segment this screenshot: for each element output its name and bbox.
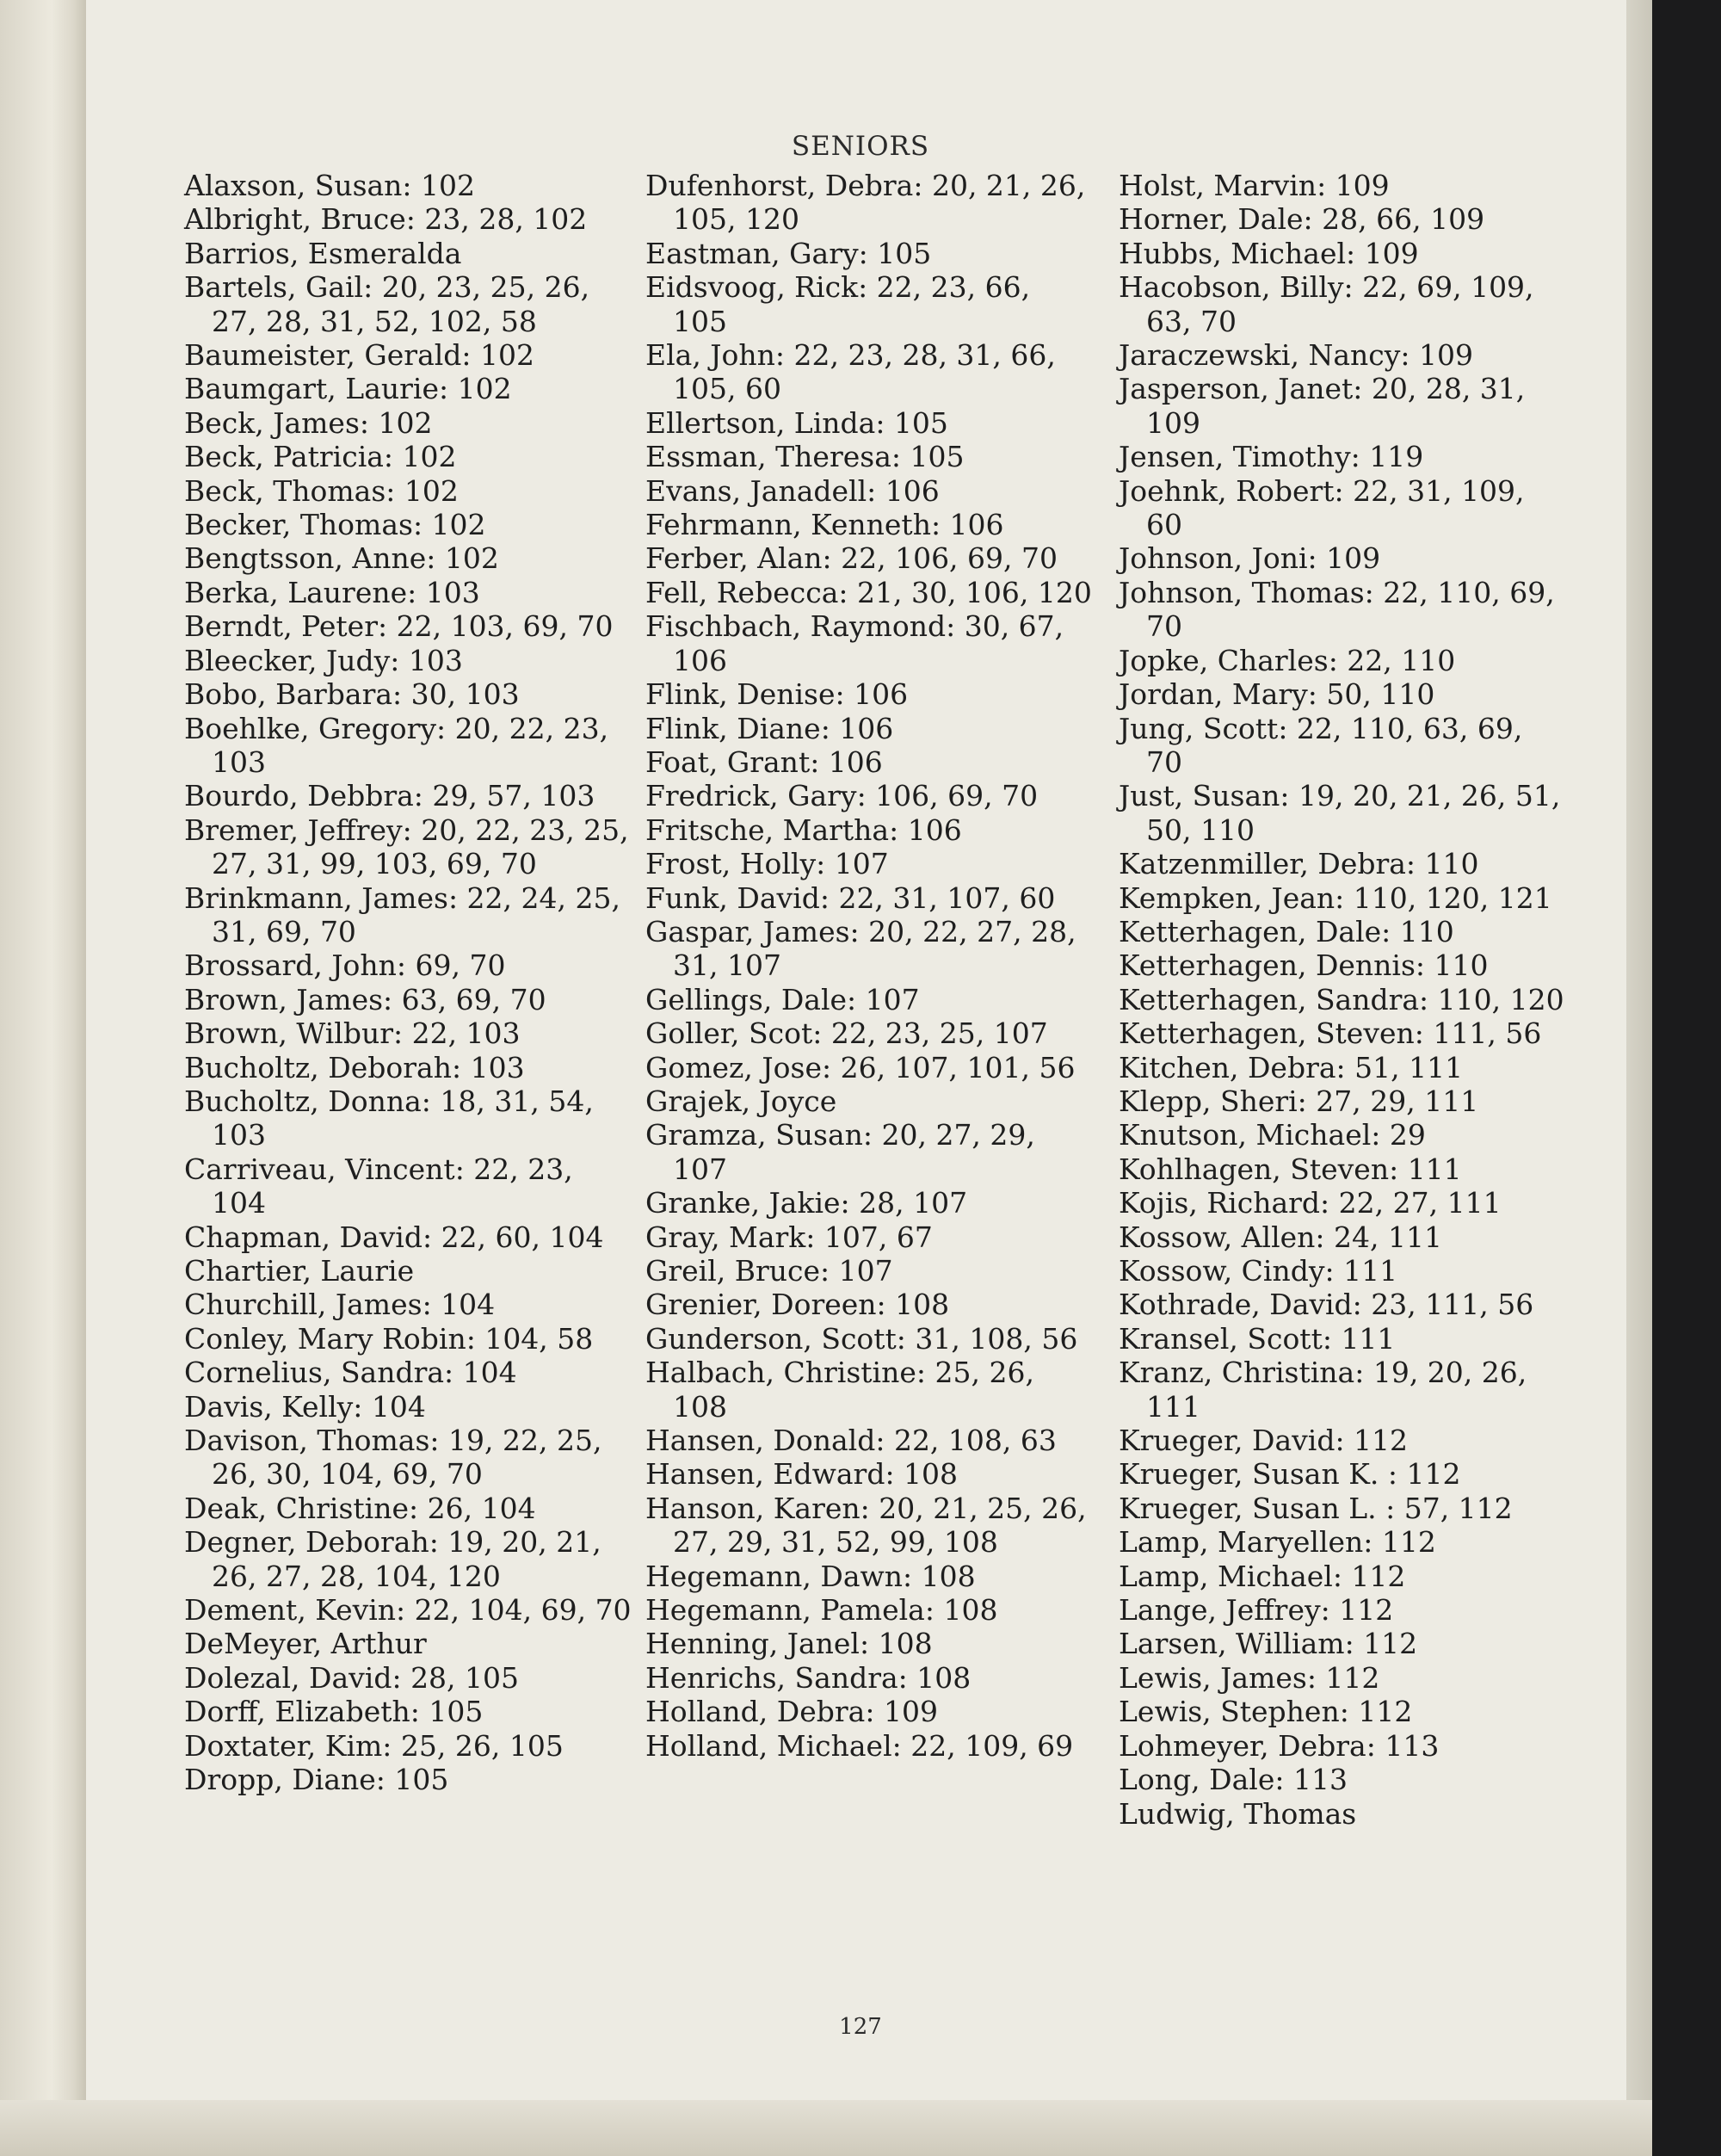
- index-entry: Bleecker, Judy: 103: [184, 643, 463, 677]
- index-entry: Long, Dale: 113: [1119, 1763, 1348, 1797]
- index-entry: Jung, Scott: 22, 110, 63, 69, 70: [1119, 711, 1523, 779]
- index-entry: Gramza, Susan: 20, 27, 29, 107: [645, 1118, 1035, 1186]
- index-entry: Katzenmiller, Debra: 110: [1119, 847, 1479, 881]
- index-entry: Baumeister, Gerald: 102: [184, 338, 535, 373]
- index-entry: Bremer, Jeffrey: 20, 22, 23, 25, 27, 31, 99, 103, 69, 70: [184, 812, 629, 881]
- index-entry: Kothrade, David: 23, 111, 56: [1119, 1288, 1534, 1322]
- index-entry: Kohlhagen, Steven: 111: [1119, 1152, 1462, 1186]
- page-number: 127: [839, 2014, 882, 2040]
- index-entry: Davis, Kelly: 104: [184, 1389, 426, 1424]
- index-entry: Goller, Scot: 22, 23, 25, 107: [645, 1016, 1048, 1051]
- index-entry: Foat, Grant: 106: [645, 744, 883, 779]
- index-entry: Granke, Jakie: 28, 107: [645, 1186, 968, 1220]
- index-entry: Albright, Bruce: 23, 28, 102: [184, 202, 588, 237]
- index-entry: Ferber, Alan: 22, 106, 69, 70: [645, 541, 1058, 576]
- index-entry: Just, Susan: 19, 20, 21, 26, 51, 50, 110: [1119, 779, 1561, 847]
- index-entry: Chartier, Laurie: [184, 1254, 415, 1288]
- index-entry: Flink, Diane: 106: [645, 711, 894, 745]
- index-entry: Conley, Mary Robin: 104, 58: [184, 1321, 594, 1356]
- index-entry: Bengtsson, Anne: 102: [184, 541, 499, 576]
- index-entry: Joehnk, Robert: 22, 31, 109, 60: [1119, 473, 1525, 542]
- index-entry: Carriveau, Vincent: 22, 23, 104: [184, 1152, 573, 1220]
- book-gutter: [0, 0, 86, 2156]
- index-entry: Frost, Holly: 107: [645, 847, 889, 881]
- index-entry: Henning, Janel: 108: [645, 1627, 933, 1661]
- index-entry: Boehlke, Gregory: 20, 22, 23, 103: [184, 711, 609, 779]
- index-entry: Flink, Denise: 106: [645, 677, 909, 712]
- index-entry: Becker, Thomas: 102: [184, 508, 486, 542]
- index-entry: Beck, James: 102: [184, 405, 433, 440]
- index-entry: Ketterhagen, Steven: 111, 56: [1119, 1016, 1542, 1051]
- index-entry: Fischbach, Raymond: 30, 67, 106: [645, 609, 1064, 677]
- index-entry: Kossow, Allen: 24, 111: [1119, 1220, 1442, 1254]
- index-entry: Gellings, Dale: 107: [645, 982, 920, 1016]
- index-entry: Grenier, Doreen: 108: [645, 1288, 950, 1322]
- index-entry: Kranz, Christina: 19, 20, 26, 111: [1119, 1356, 1527, 1424]
- index-column-3: [1119, 169, 1566, 1831]
- index-entry: Hansen, Edward: 108: [645, 1457, 959, 1492]
- index-entry: Knutson, Michael: 29: [1119, 1118, 1426, 1152]
- index-entry: Bourdo, Debbra: 29, 57, 103: [184, 779, 595, 813]
- index-entry: Hansen, Donald: 22, 108, 63: [645, 1424, 1057, 1458]
- index-entry: Brinkmann, James: 22, 24, 25, 31, 69, 70: [184, 880, 620, 948]
- index-entry: Henrichs, Sandra: 108: [645, 1660, 972, 1695]
- index-entry: Baumgart, Laurie: 102: [184, 372, 512, 406]
- index-column-2: [645, 169, 1093, 1763]
- index-entry: Funk, David: 22, 31, 107, 60: [645, 880, 1056, 915]
- index-entry: Klepp, Sheri: 27, 29, 111: [1119, 1084, 1479, 1118]
- index-entry: Krueger, Susan L. : 57, 112: [1119, 1491, 1513, 1525]
- index-entry: Grajek, Joyce: [645, 1084, 837, 1118]
- index-entry: Lamp, Maryellen: 112: [1119, 1525, 1436, 1560]
- index-entry: Alaxson, Susan: 102: [184, 169, 476, 202]
- index-entry: Kitchen, Debra: 51, 111: [1119, 1050, 1464, 1084]
- index-entry: Deak, Christine: 26, 104: [184, 1491, 536, 1525]
- index-entry: Barrios, Esmeralda: [184, 236, 462, 270]
- index-entry: Brossard, John: 69, 70: [184, 948, 506, 983]
- index-entry: Jordan, Mary: 50, 110: [1119, 677, 1435, 712]
- index-entry: Jasperson, Janet: 20, 28, 31, 109: [1119, 372, 1526, 440]
- index-entry: Dorff, Elizabeth: 105: [184, 1695, 484, 1729]
- index-entry: Ela, John: 22, 23, 28, 31, 66, 105, 60: [645, 338, 1056, 406]
- index-entry: Bucholtz, Deborah: 103: [184, 1050, 525, 1084]
- index-entry: Gaspar, James: 20, 22, 27, 28, 31, 107: [645, 914, 1076, 983]
- index-entry: Ludwig, Thomas: [1119, 1796, 1357, 1831]
- index-entry: Gray, Mark: 107, 67: [645, 1220, 933, 1254]
- index-entry: Eastman, Gary: 105: [645, 236, 932, 270]
- section-title: SENIORS: [791, 131, 930, 162]
- index-entry: Krueger, David: 112: [1119, 1424, 1409, 1458]
- index-entry: Horner, Dale: 28, 66, 109: [1119, 202, 1485, 237]
- index-entry: Holland, Debra: 109: [645, 1695, 938, 1729]
- index-entry: Cornelius, Sandra: 104: [184, 1356, 517, 1390]
- index-entry: Brown, James: 63, 69, 70: [184, 982, 546, 1016]
- index-entry: Jensen, Timothy: 119: [1119, 440, 1424, 474]
- index-entry: Hubbs, Michael: 109: [1119, 236, 1419, 270]
- index-entry: Johnson, Joni: 109: [1119, 541, 1381, 576]
- index-entry: Bucholtz, Donna: 18, 31, 54, 103: [184, 1084, 594, 1152]
- index-entry: DeMeyer, Arthur: [184, 1627, 427, 1661]
- index-entry: Ketterhagen, Sandra: 110, 120: [1119, 982, 1564, 1016]
- index-entry: Kransel, Scott: 111: [1119, 1321, 1396, 1356]
- index-entry: Holst, Marvin: 109: [1119, 169, 1390, 202]
- index-entry: Hanson, Karen: 20, 21, 25, 26, 27, 29, 31, 52, 99, 108: [645, 1491, 1087, 1560]
- index-entry: Dropp, Diane: 105: [184, 1763, 449, 1797]
- index-entry: Berka, Laurene: 103: [184, 575, 480, 609]
- index-entry: Greil, Bruce: 107: [645, 1254, 893, 1288]
- index-entry: Fell, Rebecca: 21, 30, 106, 120: [645, 575, 1092, 609]
- index-entry: Jopke, Charles: 22, 110: [1119, 643, 1456, 677]
- index-entry: Lamp, Michael: 112: [1119, 1559, 1406, 1593]
- index-entry: Dement, Kevin: 22, 104, 69, 70: [184, 1593, 632, 1628]
- index-entry: Holland, Michael: 22, 109, 69: [645, 1728, 1074, 1763]
- index-entry: Doxtater, Kim: 25, 26, 105: [184, 1728, 564, 1763]
- index-entry: Kojis, Richard: 22, 27, 111: [1119, 1186, 1502, 1220]
- index-entry: Berndt, Peter: 22, 103, 69, 70: [184, 609, 614, 644]
- index-entry: Gunderson, Scott: 31, 108, 56: [645, 1321, 1078, 1356]
- page-bottom-edge: [0, 2100, 1652, 2156]
- index-entry: Lewis, Stephen: 112: [1119, 1695, 1413, 1729]
- index-column-1: [184, 169, 632, 1797]
- index-entry: Kempken, Jean: 110, 120, 121: [1119, 880, 1552, 915]
- index-entry: Fritsche, Martha: 106: [645, 812, 962, 847]
- index-entry: Johnson, Thomas: 22, 110, 69, 70: [1119, 575, 1555, 644]
- index-entry: Bobo, Barbara: 30, 103: [184, 677, 520, 712]
- index-entry: Jaraczewski, Nancy: 109: [1119, 338, 1473, 373]
- index-entry: Lohmeyer, Debra: 113: [1119, 1728, 1440, 1763]
- index-entry: Chapman, David: 22, 60, 104: [184, 1220, 604, 1254]
- page-edge: [1626, 0, 1652, 2156]
- index-entry: Larsen, William: 112: [1119, 1627, 1418, 1661]
- index-entry: Kossow, Cindy: 111: [1119, 1254, 1398, 1288]
- index-entry: Evans, Janadell: 106: [645, 473, 940, 508]
- index-entry: Ketterhagen, Dale: 110: [1119, 914, 1454, 948]
- index-entry: Lewis, James: 112: [1119, 1660, 1380, 1695]
- index-entry: Hegemann, Dawn: 108: [645, 1559, 976, 1593]
- index-entry: Churchill, James: 104: [184, 1288, 496, 1322]
- index-entry: Fredrick, Gary: 106, 69, 70: [645, 779, 1039, 813]
- index-entry: Hegemann, Pamela: 108: [645, 1593, 998, 1628]
- index-entry: Beck, Patricia: 102: [184, 440, 457, 474]
- index-entry: Dufenhorst, Debra: 20, 21, 26, 105, 120: [645, 169, 1086, 237]
- index-entry: Lange, Jeffrey: 112: [1119, 1593, 1394, 1628]
- index-entry: Krueger, Susan K. : 112: [1119, 1457, 1461, 1492]
- index-entry: Essman, Theresa: 105: [645, 440, 965, 474]
- index-entry: Davison, Thomas: 19, 22, 25, 26, 30, 104, 69, 70: [184, 1424, 602, 1492]
- index-entry: Fehrmann, Kenneth: 106: [645, 508, 1004, 542]
- index-entry: Bartels, Gail: 20, 23, 25, 26, 27, 28, 31, 52, 102, 58: [184, 270, 590, 338]
- index-entry: Ketterhagen, Dennis: 110: [1119, 948, 1489, 983]
- index-entry: Gomez, Jose: 26, 107, 101, 56: [645, 1050, 1076, 1084]
- index-entry: Brown, Wilbur: 22, 103: [184, 1016, 521, 1051]
- index-entry: Hacobson, Billy: 22, 69, 109, 63, 70: [1119, 270, 1534, 338]
- index-entry: Degner, Deborah: 19, 20, 21, 26, 27, 28, 104, 120: [184, 1525, 601, 1593]
- book-cover: [1652, 0, 1721, 2156]
- index-entry: Beck, Thomas: 102: [184, 473, 459, 508]
- index-entry: Halbach, Christine: 25, 26, 108: [645, 1356, 1034, 1424]
- index-entry: Eidsvoog, Rick: 22, 23, 66, 105: [645, 270, 1031, 338]
- index-entry: Ellertson, Linda: 105: [645, 405, 948, 440]
- index-entry: Dolezal, David: 28, 105: [184, 1660, 520, 1695]
